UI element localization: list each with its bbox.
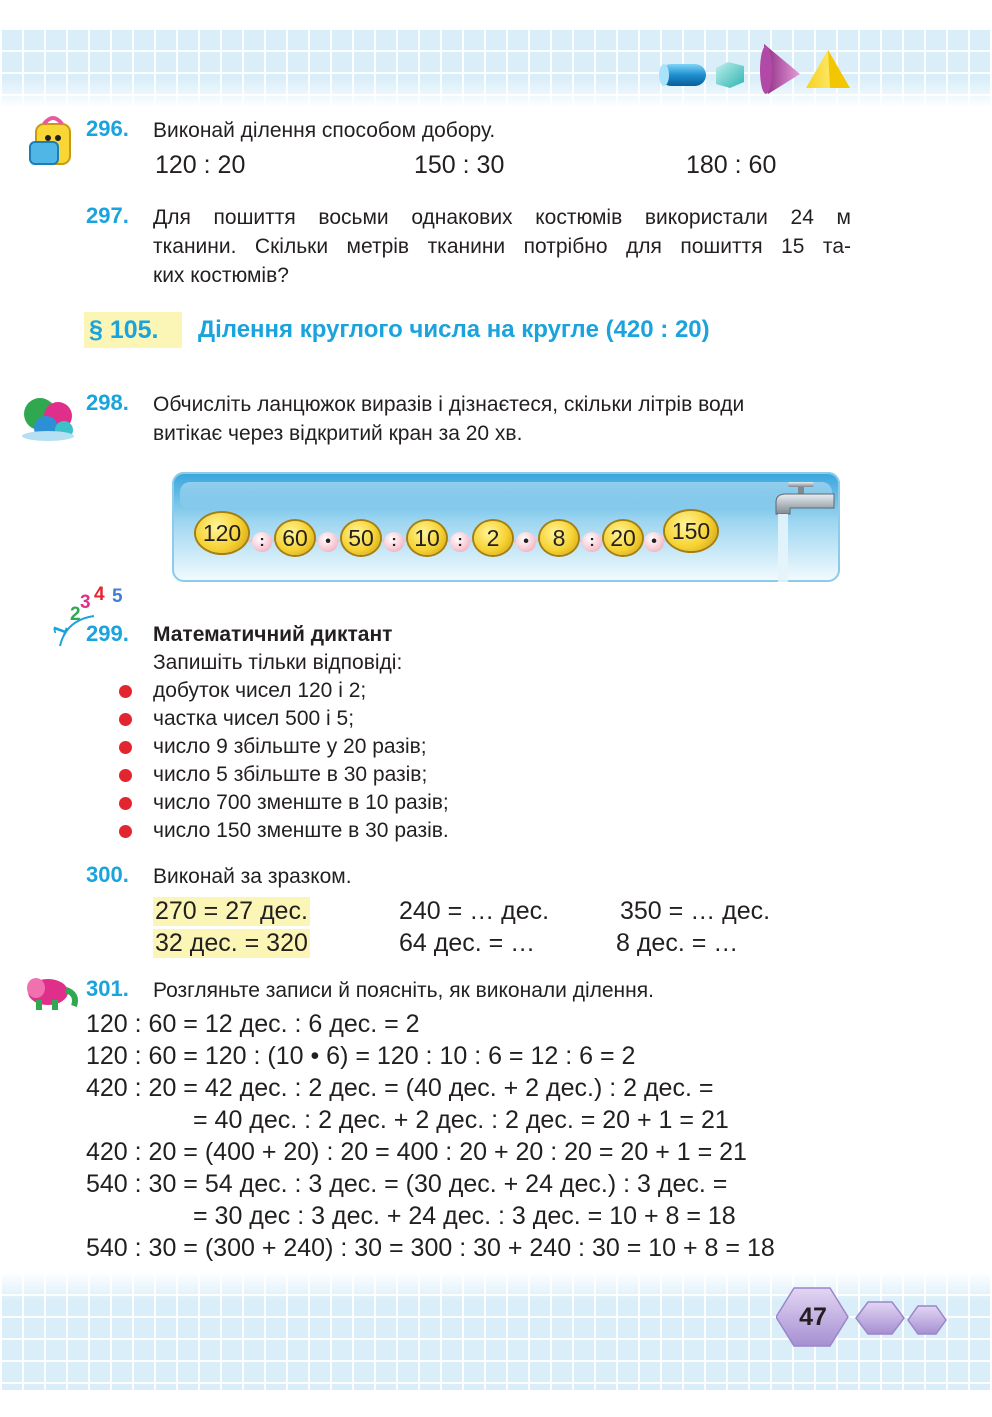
calc-line: 540 : 30 = (300 + 240) : 30 = 300 : 30 + 240 : 30 = 10 + 8 = 18 xyxy=(86,1234,775,1262)
bullet-icon xyxy=(119,769,132,782)
exercise-298-number: 298. xyxy=(86,390,129,415)
chain-number: 8 xyxy=(540,521,578,555)
chain-number: 60 xyxy=(276,521,314,555)
chain-number: 50 xyxy=(342,521,380,555)
bullet-icon xyxy=(119,741,132,754)
chain-op: • xyxy=(318,532,338,552)
digit-decor: 1 xyxy=(49,622,73,640)
calc-line: 120 : 60 = 12 дес. : 6 дес. = 2 xyxy=(86,1010,420,1038)
sample-row-1: 270 = 27 дес. xyxy=(155,897,308,925)
dictation-item: число 150 зменште в 30 разів. xyxy=(153,819,449,842)
exercise-296-item-2: 150 : 30 xyxy=(414,151,505,179)
bullet-icon xyxy=(119,713,132,726)
exercise-301-number: 301. xyxy=(86,976,129,1001)
dictation-item: число 5 збільште в 30 разів; xyxy=(153,763,428,786)
puzzle-icon xyxy=(20,392,78,442)
faucet-icon xyxy=(772,478,838,582)
dictation-item: добуток чисел 120 і 2; xyxy=(153,679,367,702)
exercise-296-item-1: 120 : 20 xyxy=(155,151,246,179)
dictation-item: число 9 збільште у 20 разів; xyxy=(153,735,427,758)
task-row-2-a: 64 дес. = … xyxy=(399,929,536,957)
exercise-296-text: Виконай ділення способом добору. xyxy=(153,119,496,142)
chain-number: 10 xyxy=(408,521,446,555)
exercise-296-item-3: 180 : 60 xyxy=(686,151,777,179)
calc-line: = 30 дес : 3 дес. + 24 дес. : 3 дес. = 10 + 8 = 18 xyxy=(193,1202,736,1230)
sample-row-2: 32 дес. = 320 xyxy=(155,929,308,957)
exercise-301-text: Розгляньте записи й поясніть, як виконали ділення. xyxy=(153,979,654,1002)
exercise-299-subtitle: Запишіть тільки відповіді: xyxy=(153,651,403,674)
chain-op: : xyxy=(384,532,404,552)
calc-line: 420 : 20 = 42 дес. : 2 дес. = (40 дес. + 2 дес.) : 2 дес. = xyxy=(86,1074,714,1102)
chain-number: 20 xyxy=(604,521,642,555)
dictation-item: частка чисел 500 і 5; xyxy=(153,707,355,730)
task-row-2-b: 8 дес. = … xyxy=(616,929,739,957)
chain-number: 2 xyxy=(474,521,512,555)
chain-op: : xyxy=(582,532,602,552)
digit-decor: 3 xyxy=(80,592,91,613)
exercise-300-text: Виконай за зразком. xyxy=(153,865,352,888)
backpack-icon xyxy=(26,112,78,172)
elephant-icon xyxy=(22,972,80,1012)
bullet-icon xyxy=(119,797,132,810)
exercise-300-number: 300. xyxy=(86,862,129,887)
digit-decor: 5 xyxy=(112,586,123,607)
exercise-297-line-3: ких костюмів? xyxy=(153,264,289,287)
dictation-item: число 700 зменште в 10 разів; xyxy=(153,791,449,814)
calc-line: 420 : 20 = (400 + 20) : 20 = 400 : 20 + 20 : 20 = 20 + 1 = 21 xyxy=(86,1138,747,1166)
section-title: Ділення круглого числа на круглe (420 : 20) xyxy=(198,316,710,343)
exercise-298-line-2: витікає через відкритий кран за 20 хв. xyxy=(153,422,523,445)
calc-line: 120 : 60 = 120 : (10 • 6) = 120 : 10 : 6 = 12 : 6 = 2 xyxy=(86,1042,636,1070)
exercise-297-line-2: тканини. Скільки метрів тканини потрібно для пошиття 15 та- xyxy=(153,235,851,258)
task-row-1-a: 240 = … дес. xyxy=(399,897,550,925)
page-number: 47 xyxy=(799,1302,827,1331)
section-number: § 105. xyxy=(84,312,182,348)
exercise-298-line-1: Обчисліть ланцюжок виразів і дізнаєтеся, скільки літрів води xyxy=(153,393,745,416)
chain-number: 150 xyxy=(665,511,717,551)
digit-decor: 4 xyxy=(94,584,105,605)
task-row-1-b: 350 = … дес. xyxy=(620,897,771,925)
chain-op: • xyxy=(516,532,536,552)
bullet-icon xyxy=(119,685,132,698)
exercise-299-number: 299. xyxy=(86,621,129,646)
geometric-shapes-icon xyxy=(656,40,852,98)
exercise-297-line-1: Для пошиття восьми однакових костюмів використали 24 м xyxy=(153,206,851,229)
bullet-icon xyxy=(119,825,132,838)
exercise-299-title: Математичний диктант xyxy=(153,623,393,646)
exercise-297-number: 297. xyxy=(86,203,129,228)
chain-number: 120 xyxy=(196,513,248,553)
calc-line: 540 : 30 = 54 дес. : 3 дес. = (30 дес. + 24 дес.) : 3 дес. = xyxy=(86,1170,728,1198)
chain-op: : xyxy=(450,532,470,552)
exercise-296-number: 296. xyxy=(86,116,129,141)
chain-op: : xyxy=(252,532,272,552)
chain-op: • xyxy=(644,532,664,552)
digit-decor: 2 xyxy=(70,604,81,625)
calc-line: = 40 дес. : 2 дес. + 2 дес. : 2 дес. = 20 + 1 = 21 xyxy=(193,1106,729,1134)
